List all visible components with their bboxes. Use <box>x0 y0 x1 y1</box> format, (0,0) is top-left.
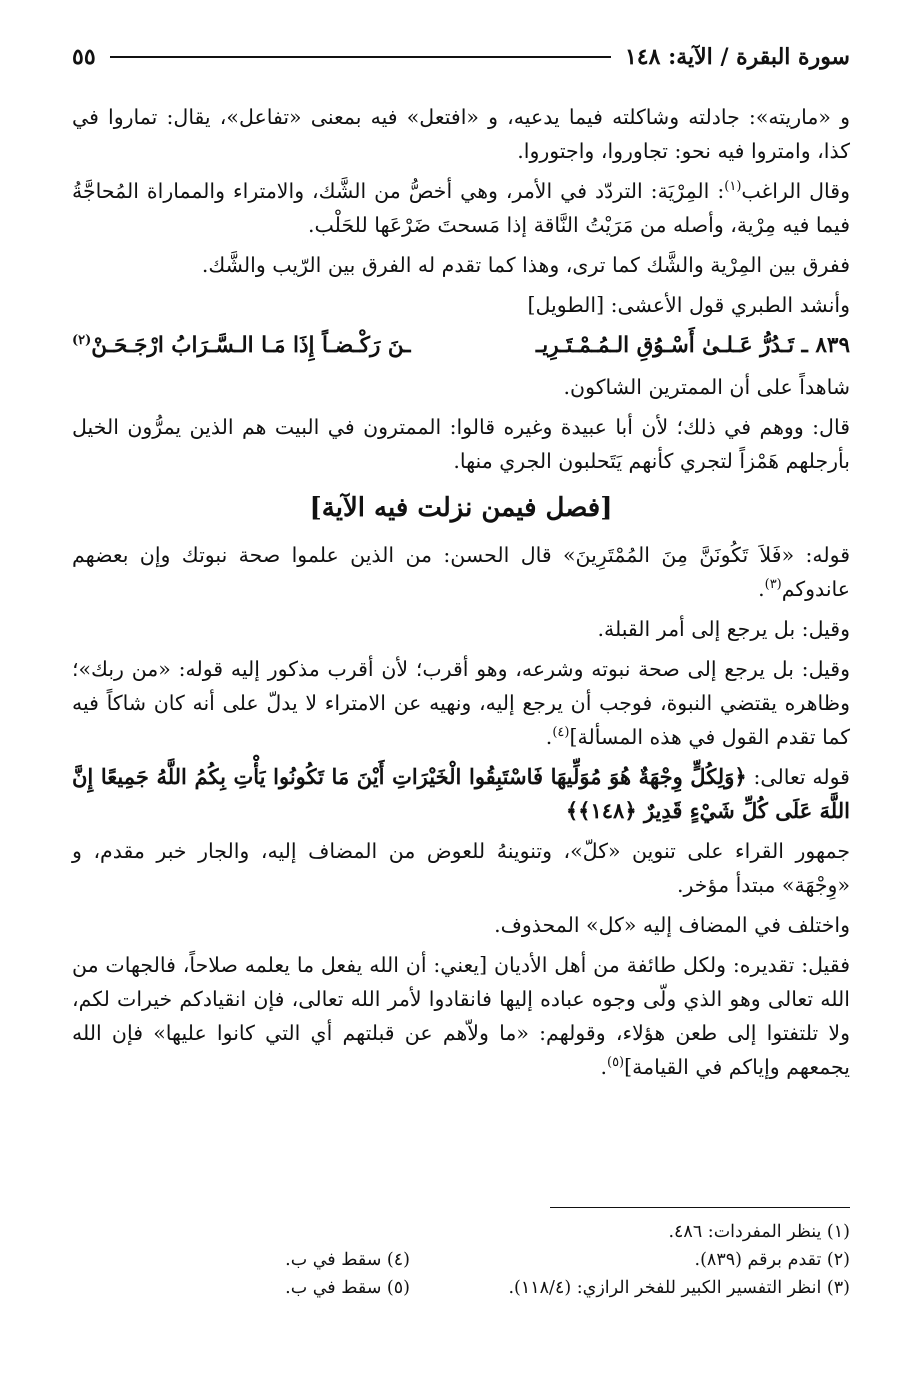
running-header <box>72 40 850 74</box>
footnote: (١) ينظر المفردات: ٤٨٦. <box>668 1222 850 1242</box>
paragraph <box>72 174 850 242</box>
verse-second-hemistich <box>72 328 411 364</box>
paragraph-text: قوله تعالى: <box>746 765 850 789</box>
paragraph <box>72 948 850 1084</box>
paragraph-text: وقال الراغب <box>741 179 850 203</box>
paragraph-text: . <box>600 1055 607 1079</box>
footnote: (٥) سقط في ب. <box>285 1278 410 1298</box>
verse-text: ـنَ رَكْـضـاً إِذَا مَـا الـسَّـرَابُ ارْجَـحَـنْ <box>91 333 411 358</box>
paragraph: جمهور القراء على تنوين «كلّ»، وتنوينهُ للعوض من المضاف إليه، والجار خبر مقدم، و «وِجْهَة» مبتدأ مؤخر. <box>72 839 850 897</box>
paragraph-text: . <box>758 577 765 601</box>
footnote-row <box>72 1218 850 1246</box>
paragraph-text: وقيل: بل يرجع إلى صحة نبوته وشرعه، وهو أقرب؛ لأن أقرب مذكور إليه قوله: «من ربك»؛ وظاهره يقتضي النبوة، فوجب أن يرجع إليه، ونهيه عن الامتراء لا يدلّ على أنه كان شاكاً فيه كما تقدم القول في هذه المسألة] <box>72 657 850 749</box>
footnote-ref: (٢) <box>72 332 92 348</box>
paragraph-text: . <box>545 725 553 749</box>
paragraph: ففرق بين المِرْية والشَّك كما ترى، وهذا كما تقدم له الفرق بين الرّيب والشَّك. <box>201 253 850 277</box>
paragraph: وقيل: بل يرجع إلى أمر القبلة. <box>597 617 850 641</box>
footnote-row <box>72 1246 850 1274</box>
paragraph: قال: ووهم في ذلك؛ لأن أبا عبيدة وغيره قالوا: الممترون في البيت هم الذين يمرُّون الخيل بأرجلهم هَمْزاً لتجري كأنهم يَتَحلبون الجري منها. <box>72 415 850 473</box>
paragraph: وأنشد الطبري قول الأعشى: [الطويل] <box>527 293 850 317</box>
paragraph <box>72 538 850 606</box>
footnote: (٢) تقدم برقم (٨٣٩). <box>694 1250 850 1270</box>
running-title: سورة البقرة / الآية: ١٤٨ <box>624 44 850 70</box>
footnote-ref: (١) <box>724 179 742 195</box>
footnote-rule <box>550 1207 850 1208</box>
page-number: ٥٥ <box>72 44 96 70</box>
footnote-ref: (٣) <box>764 577 782 593</box>
footnote: (٣) انظر التفسير الكبير للفخر الرازي: (١١٨/٤). <box>508 1278 850 1298</box>
verse-first-hemistich: ٨٣٩ ـ تَـدُرُّ عَـلـىٰ أَسْـوُقِ الـمُـمْـتَـرِيـ <box>535 333 850 358</box>
paragraph <box>72 760 850 828</box>
footnotes <box>72 1207 850 1302</box>
footnote: (٤) سقط في ب. <box>285 1250 410 1270</box>
paragraph: واختلف في المضاف إليه «كل» المحذوف. <box>494 913 850 937</box>
footnote-ref: (٥) <box>606 1055 625 1071</box>
paragraph <box>72 652 850 754</box>
paragraph-text: فقيل: تقديره: ولكل طائفة من أهل الأديان [يعني: أن الله يفعل ما يعلمه صلاحاً، فالجهات من الله تعالى وهو الذي ولّى وجوه عباده إليها فانقادوا لأمر الله تعالى، فإن انقيادكم خيرات لكم، ولا تلتفتوا إلى طعن هؤلاء، وقولهم: «ما ولاّهم عن قبلتهم أي التي كانوا عليها» فإن الله يجمعهم وإياكم في القيامة] <box>72 953 850 1079</box>
paragraph: شاهداً على أن الممترين الشاكون. <box>563 375 850 399</box>
header-rule <box>110 56 611 58</box>
paragraph-text: قوله: «فَلاَ تَكُونَنَّ مِنَ المُمْتَرِينَ» قال الحسن: من الذين علموا صحة نبوتك وإن بعضهم عاندوكم <box>72 543 850 601</box>
section-heading: [فصل فيمن نزلت فيه الآية] <box>309 493 613 523</box>
footnote-row <box>72 1274 850 1302</box>
paragraph-text: : المِرْيَة: التردّد في الأمر، وهي أخصُّ من الشَّك، والامتراء والمماراة المُحاجَّةُ فيما فيه مِرْية، وأصله من مَرَيْتُ النَّاقة إذا مَسحتَ ضَرْعَها للحَلْب. <box>72 179 850 237</box>
quran-verse: ﴿وَلِكُلٍّ وِجْهَةٌ هُوَ مُوَلِّيهَا فَاسْتَبِقُوا الْخَيْرَاتِ أَيْنَ مَا تَكُونُوا يَأْتِ بِكُمُ اللَّهُ جَمِيعًا إِنَّ اللَّهَ عَلَى كُلِّ شَيْءٍ قَدِيرٌ ﴿١٤٨﴾﴾ <box>72 764 850 823</box>
poetry-verse <box>72 328 850 364</box>
footnote-ref: (٤) <box>552 725 570 741</box>
main-text <box>72 100 850 1084</box>
paragraph: و «ماريته»: جادلته وشاكلته فيما يدعيه، و «افتعل» فيه بمعنى «تفاعل»، يقال: تماروا في كذا، وامتروا فيه نحو: تجاوروا، واجتوروا. <box>72 105 850 163</box>
